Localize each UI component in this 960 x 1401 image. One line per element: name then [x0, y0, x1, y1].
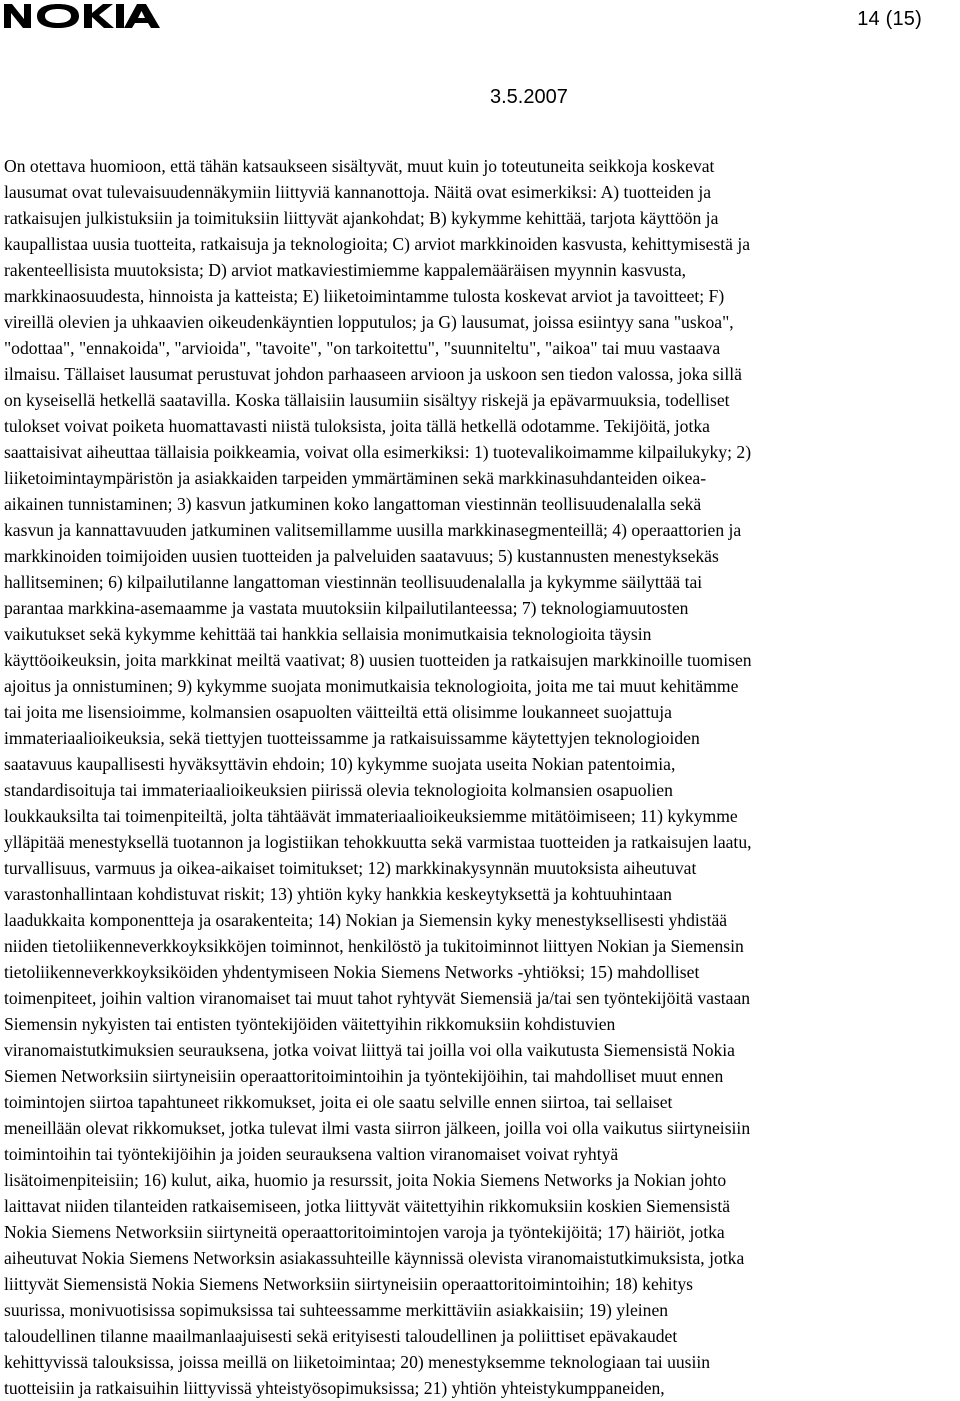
text-line: on kyseisellä hetkellä saatavilla. Koska tällaisiin lausumiin sisältyy riskejä ja epävarmuuksia, todelliset [4, 390, 730, 410]
text-line: saatavuus kaupallisesti hyväksyttävin ehdoin; 10) kykymme suojata useita Nokian patentoimia, [4, 754, 676, 774]
text-line: aikainen tunnistaminen; 3) kasvun jatkuminen koko langattoman viestinnän teollisuudenalalla sekä [4, 494, 702, 514]
text-line: meneillään olevat rikkomukset, jotka tulevat ilmi vasta siirron jälkeen, joilla voi olla vaikutus siirtyneisiin [4, 1118, 751, 1138]
text-line: standardisoituja tai immateriaalioikeuksien piirissä olevia teknologioita kolmansien osapuolien [4, 780, 673, 800]
text-line: taloudellinen tilanne maailmanlaajuisesti sekä erityisesti taloudellinen ja poliittiset epävakaudet [4, 1326, 678, 1346]
page-number: 14 (15) [857, 8, 922, 30]
text-line: toimenpiteet, joihin valtion viranomaiset tai muut tahot ryhtyvät Siemensiä ja/tai sen työntekijöitä vastaan [4, 988, 751, 1008]
text-line: markkinaosuudesta, hinnoista ja katteista; E) liiketoimintamme tulosta koskevat arviot ja tavoitteet; F) [4, 286, 725, 306]
text-line: saattaisivat aiheuttaa tällaisia poikkeamia, voivat olla esimerkiksi: 1) tuotevalikoimamme kilpailukyky; 2) [4, 442, 752, 462]
text-line: Siemensin nykyisten tai entisten työntekijöiden väitettyihin rikkomuksiin kohdistuvien [4, 1014, 616, 1034]
text-line: rakenteellisista muutoksista; D) arviot matkaviestimiemme kappalemääräisen myynnin kasvusta, [4, 260, 687, 280]
text-line: kehittyvissä talouksissa, joissa meillä on liiketoimintaa; 20) menestyksemme teknologiaan tai uusiin [4, 1352, 711, 1372]
text-line: lisätoimenpiteisiin; 16) kulut, aika, huomio ja resurssit, joita Nokia Siemens Networks ja Nokian johto [4, 1170, 727, 1190]
text-line: kaupallistaa uusia tuotteita, ratkaisuja ja teknologioita; C) arviot markkinoiden kasvusta, kehittymisestä ja [4, 234, 751, 254]
text-line: käyttöoikeuksin, joita markkinat meiltä vaativat; 8) uusien tuotteiden ja ratkaisujen markkinoille tuomisen [4, 650, 752, 670]
text-line: toimintojen siirtoa tapahtuneet rikkomukset, joita ei ole saatu selville ennen siirtoa, tai sellaiset [4, 1092, 673, 1112]
text-line: ratkaisujen julkistuksiin ja toimituksiin liittyvät ajankohdat; B) kykymme kehittää, tarjota käyttöön ja [4, 208, 719, 228]
text-line: suurissa, monivuotisissa sopimuksissa tai suhteessamme merkittäviin asiakkaisiin; 19) yleinen [4, 1300, 669, 1320]
text-line: hallitseminen; 6) kilpailutilanne langattoman viestinnän teollisuudenalalla ja kykymme säilyttää tai [4, 572, 703, 592]
text-line: vaikutukset sekä kykymme kehittää tai hankkia sellaisia monimutkaisia teknologioita täysin [4, 624, 652, 644]
text-line: Siemen Networksiin siirtyneisiin operaattoritoimintoihin ja työntekijöihin, tai mahdolliset muut ennen [4, 1066, 724, 1086]
text-line: On otettava huomioon, että tähän katsaukseen sisältyvät, muut kuin jo toteutuneita seikkoja koskevat [4, 156, 715, 176]
text-line: toimintoihin tai työntekijöihin ja joiden seurauksena valtion viranomaiset voivat ryhtyä [4, 1144, 619, 1164]
text-line: viranomaistutkimuksien seurauksena, jotka voivat liittyä tai joilla voi olla vaikutusta Siemensistä Nokia [4, 1040, 735, 1060]
text-line: immateriaalioikeuksia, sekä tiettyjen tuotteissamme ja ratkaisuissamme käytettyjen teknologioiden [4, 728, 700, 748]
text-line: tai joita me lisensioimme, kolmansien osapuolten väitteiltä että olisimme loukanneet suojattuja [4, 702, 672, 722]
text-line: tuotteisiin ja ratkaisuihin liittyvissä yhteistyösopimuksissa; 21) yhtiön yhteistykumppaneiden, [4, 1378, 665, 1398]
text-line: "odottaa", "ennakoida", "arvioida", "tavoite", "on tarkoitettu", "suunniteltu", "aikoa" tai muu vastaava [4, 338, 721, 358]
text-line: turvallisuus, varmuus ja oikea-aikaiset toimitukset; 12) markkinakysynnän muutoksista aiheutuvat [4, 858, 697, 878]
text-line: markkinoiden toimijoiden uusien tuotteiden ja palveluiden saatavuus; 5) kustannusten menestyksekäs [4, 546, 719, 566]
nokia-logo [4, 4, 162, 28]
text-line: laadukkaita komponentteja ja osarakenteita; 14) Nokian ja Siemensin kyky menestyksellisesti yhdistää [4, 910, 728, 930]
text-line: parantaa markkina-asemaamme ja vastata muutoksiin kilpailutilanteessa; 7) teknologiamuutosten [4, 598, 689, 618]
text-line: ilmaisu. Tällaiset lausumat perustuvat johdon parhaaseen arvioon ja uskoon sen tiedon valossa, joka sillä [4, 364, 742, 384]
forward-looking-statements-paragraph [4, 153, 960, 1401]
text-line: kasvun ja kannattavuuden jatkuminen valitsemillamme uusilla markkinasegmenteillä; 4) operaattorien ja [4, 520, 742, 540]
text-line: ajoitus ja onnistuminen; 9) kykymme suojata monimutkaisia teknologioita, joita me tai muut kehitämme [4, 676, 739, 696]
text-line: varastonhallintaan kohdistuvat riskit; 13) yhtiön kyky hankkia keskeytyksettä ja kohtuuhintaan [4, 884, 672, 904]
text-line: loukkauksilta tai toimenpiteiltä, jolta tähtäävät immateriaalioikeuksiemme mitätöimiseen; 11) kykymme [4, 806, 738, 826]
text-line: ylläpitää menestyksellä tuotannon ja logistiikan tehokkuutta sekä varmistaa tuotteiden ja ratkaisujen laatu, [4, 832, 752, 852]
text-line: aiheutuvat Nokia Siemens Networksin asiakassuhteille käynnissä olevista viranomaistutkimuksista, jotka [4, 1248, 745, 1268]
text-line: liittyvät Siemensistä Nokia Siemens Networksiin siirtyneisiin operaattoritoimintoihin; 18) kehitys [4, 1274, 694, 1294]
text-line: tietoliikenneverkkoyksiköiden yhdentymiseen Nokia Siemens Networks -yhtiöksi; 15) mahdolliset [4, 962, 700, 982]
text-line: lausumat ovat tulevaisuudennäkymiin liittyviä kannanottoja. Näitä ovat esimerkiksi: A) tuotteiden ja [4, 182, 712, 202]
text-line: niiden tietoliikenneverkkoyksikköjen toiminnot, henkilöstö ja tukitoiminnot liittyen Nokian ja Siemensin [4, 936, 744, 956]
text-line: liiketoimintaympäristön ja asiakkaiden tarpeiden ymmärtäminen sekä markkinasuhdanteiden oikea- [4, 468, 707, 488]
text-line: vireillä olevien ja uhkaavien oikeudenkäyntien lopputulos; ja G) lausumat, joissa esiintyy sana "uskoa", [4, 312, 734, 332]
text-line: tulokset voivat poiketa huomattavasti niistä tuloksista, joita tällä hetkellä odotamme. Tekijöitä, jotka [4, 416, 710, 436]
text-line: Nokia Siemens Networksiin siirtyneitä operaattoritoimintojen varoja ja työntekijöitä; 17) häiriöt, jotka [4, 1222, 725, 1242]
text-line: laittavat niiden tilanteiden ratkaisemiseen, jotka liittyvät väitettyihin rikkomuksiin koskien Siemensistä [4, 1196, 731, 1216]
document-date: 3.5.2007 [490, 86, 568, 108]
